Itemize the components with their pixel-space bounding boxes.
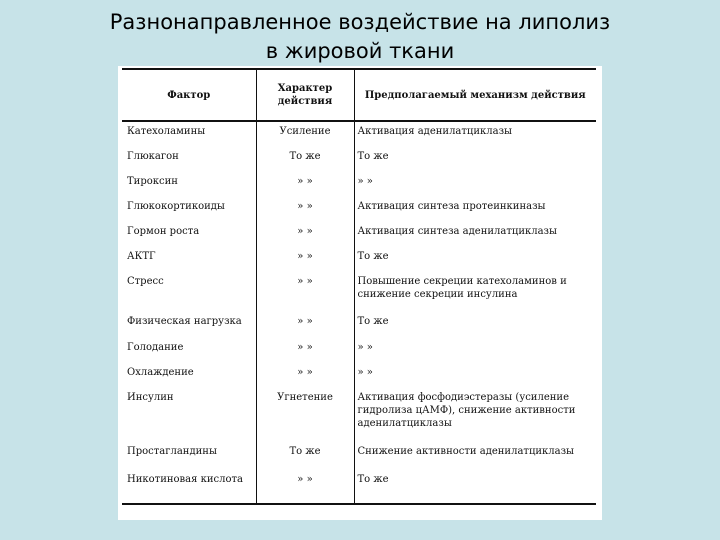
mechanism-cell: » » <box>354 338 596 363</box>
table-row <box>122 197 596 222</box>
factor-cell: Катехоламины <box>127 126 206 137</box>
mechanism-cell: То же <box>354 312 596 338</box>
mechanism-cell: Повышение секреции катехоламинов и снижение секреции инсулина <box>354 272 596 312</box>
table-row <box>122 388 596 442</box>
character-cell: » » <box>256 470 354 504</box>
character-cell: То же <box>256 147 354 172</box>
mechanism-cell: Активация аденилатциклазы <box>354 121 596 147</box>
mechanism-cell: » » <box>354 363 596 388</box>
table-row <box>122 147 596 172</box>
mechanism-cell: » » <box>354 172 596 197</box>
factor-cell: Никотиновая кислота <box>122 470 256 504</box>
factor-cell: Стресс <box>127 276 164 287</box>
slide-title-line-2: в жировой ткани <box>265 39 455 63</box>
header-character: Характер действия <box>256 69 354 121</box>
character-cell: » » <box>256 197 354 222</box>
scanned-table-sheet <box>118 66 602 520</box>
factor-cell: Голодание <box>127 342 184 353</box>
lipolysis-factors-table <box>122 68 596 505</box>
slide-title-line-1: Разнонаправленное воздействие на липолиз <box>109 10 611 34</box>
table-row <box>122 222 596 247</box>
factor-cell: Глюкагон <box>127 151 179 162</box>
factor-cell: Простагландины <box>127 446 217 457</box>
mechanism-cell: То же <box>354 247 596 272</box>
mechanism-cell: То же <box>354 470 596 504</box>
table-row <box>122 247 596 272</box>
mechanism-cell: Активация синтеза протеинкиназы <box>354 197 596 222</box>
factor-cell: Физическая нагрузка <box>127 316 242 327</box>
table-row <box>122 272 596 312</box>
factor-cell: Глюкокортикоиды <box>127 201 225 212</box>
character-cell: Угнетение <box>256 388 354 442</box>
character-cell: » » <box>256 272 354 312</box>
character-cell: » » <box>256 172 354 197</box>
table-header-row <box>122 69 596 121</box>
factor-cell: АКТГ <box>127 251 156 262</box>
character-cell: То же <box>256 442 354 470</box>
character-cell: » » <box>256 312 354 338</box>
table-row <box>122 338 596 363</box>
character-cell: » » <box>256 363 354 388</box>
table-row <box>122 312 596 338</box>
character-cell: » » <box>256 247 354 272</box>
table-row <box>122 363 596 388</box>
factor-cell: Охлаждение <box>127 367 194 378</box>
slide-title <box>0 8 720 66</box>
factor-cell: Инсулин <box>127 392 174 403</box>
header-factor: Фактор <box>122 69 256 121</box>
header-mechanism: Предполагаемый механизм действия <box>354 69 596 121</box>
character-cell: » » <box>256 338 354 363</box>
table-row <box>122 470 596 504</box>
mechanism-cell: То же <box>354 147 596 172</box>
factor-cell: Тироксин <box>127 176 178 187</box>
mechanism-cell: Снижение активности аденилатциклазы <box>354 442 596 470</box>
mechanism-cell: Активация фосфодиэстеразы (усиление гидролиза цАМФ), снижение активности аденилатциклазы <box>354 388 596 442</box>
mechanism-cell: Активация синтеза аденилатциклазы <box>354 222 596 247</box>
factor-cell: Гормон роста <box>127 226 200 237</box>
character-cell: » » <box>256 222 354 247</box>
character-cell: Усиление <box>256 121 354 147</box>
table-row <box>122 442 596 470</box>
table-row <box>122 121 596 147</box>
table-row <box>122 172 596 197</box>
